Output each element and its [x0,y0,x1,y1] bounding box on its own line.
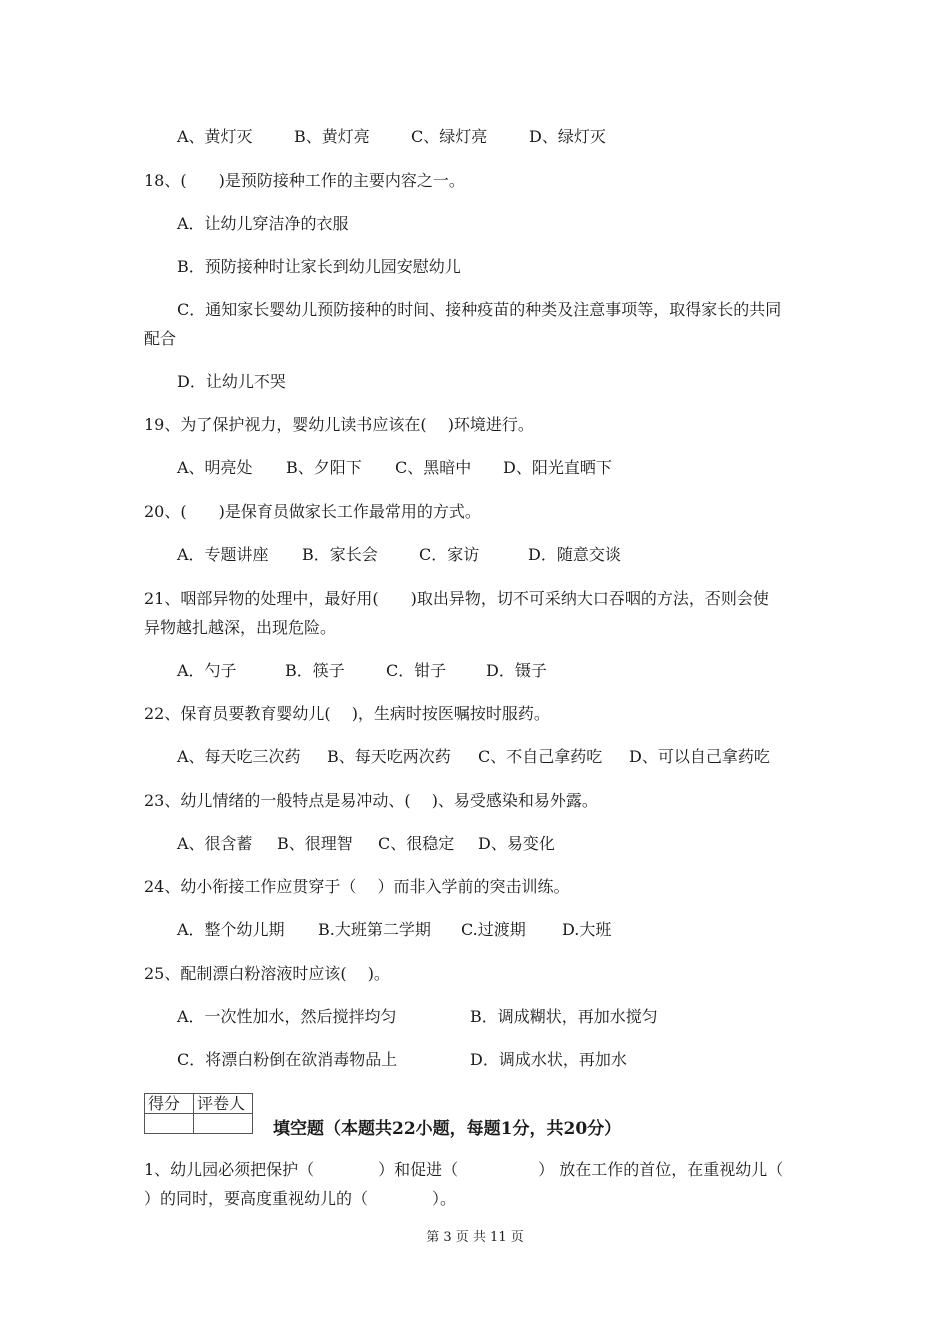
q18-option-a: A．让幼儿穿洁净的衣服 [177,214,349,233]
q20-option-a: A．专题讲座 [177,545,269,564]
q21-option-b: B．筷子 [285,661,345,680]
q24-option-c: C.过渡期 [461,920,526,939]
fill1-line1: 1、幼儿园必须把保护（ ）和促进（ ） 放在工作的首位，在重视幼儿（ [144,1160,784,1179]
q18-option-c: C．通知家长婴幼儿预防接种的时间、接种疫苗的种类及注意事项等，取得家长的共同 [177,300,782,319]
q21-option-a: A．勺子 [177,661,237,680]
q23-option-b: B、很理智 [277,834,353,853]
grader-cell [194,1114,253,1134]
q24-stem: 24、幼小衔接工作应贯穿于（ ）而非入学前的突击训练。 [144,877,570,896]
q21-stem-cont: 异物越扎越深，出现危险。 [144,618,337,637]
q21-stem: 21、咽部异物的处理中，最好用( )取出异物，切不可采纳大口吞咽的方法，否则会使 [144,589,769,608]
q25-option-a: A．一次性加水，然后搅拌均匀 [177,1007,397,1026]
q20-option-d: D．随意交谈 [528,545,621,564]
q20-option-c: C．家访 [419,545,480,564]
q22-option-c: C、不自己拿药吃 [478,747,603,766]
q23-option-d: D、易变化 [478,834,555,853]
q21-option-d: D．镊子 [486,661,547,680]
q25-stem: 25、配制漂白粉溶液时应该( )。 [144,964,390,983]
q19-option-d: D、阳光直晒下 [503,458,612,477]
q17-option-a: A、黄灯灭 [177,127,253,146]
q18-stem: 18、( )是预防接种工作的主要内容之一。 [144,171,465,190]
q18-option-b: B．预防接种时让家长到幼儿园安慰幼儿 [177,257,461,276]
section-title: 填空题（本题共22小题，每题1分，共20分） [273,1119,622,1139]
q17-option-b: B、黄灯亮 [294,127,370,146]
page-footer: 第 3 页 共 11 页 [426,1230,524,1245]
score-table [144,1093,253,1134]
q25-option-d: D．调成水状，再加水 [470,1050,627,1069]
q24-option-b: B.大班第二学期 [318,920,431,939]
score-cell [145,1114,194,1134]
q19-option-c: C、黑暗中 [395,458,472,477]
q19-stem: 19、为了保护视力，婴幼儿读书应该在( )环境进行。 [144,415,534,434]
q17-option-c: C、绿灯亮 [411,127,488,146]
q17-option-d: D、绿灯灭 [529,127,606,146]
q24-option-a: A．整个幼儿期 [177,920,285,939]
q19-option-b: B、夕阳下 [286,458,362,477]
q23-stem: 23、幼儿情绪的一般特点是易冲动、( )、易受感染和易外露。 [144,791,598,810]
q24-option-d: D.大班 [562,920,612,939]
q18-option-d: D．让幼儿不哭 [177,372,286,391]
q18-option-c-cont: 配合 [144,329,177,348]
q25-option-b: B．调成糊状，再加水搅匀 [470,1007,658,1026]
q22-option-a: A、每天吃三次药 [177,747,301,766]
q23-option-a: A、很含蓄 [177,834,253,853]
score-header: 得分 [145,1094,194,1114]
grader-header: 评卷人 [194,1094,253,1114]
q20-stem: 20、( )是保育员做家长工作最常用的方式。 [144,502,481,521]
q22-stem: 22、保育员要教育婴幼儿( )，生病时按医嘱按时服药。 [144,704,550,723]
q22-option-b: B、每天吃两次药 [327,747,451,766]
q20-option-b: B．家长会 [302,545,378,564]
q25-option-c: C．将漂白粉倒在欲消毒物品上 [177,1050,398,1069]
fill1-line2: ）的同时，要高度重视幼儿的（ ）。 [144,1189,457,1208]
q19-option-a: A、明亮处 [177,458,253,477]
q23-option-c: C、很稳定 [378,834,455,853]
q22-option-d: D、可以自己拿药吃 [629,747,770,766]
q21-option-c: C．钳子 [386,661,447,680]
